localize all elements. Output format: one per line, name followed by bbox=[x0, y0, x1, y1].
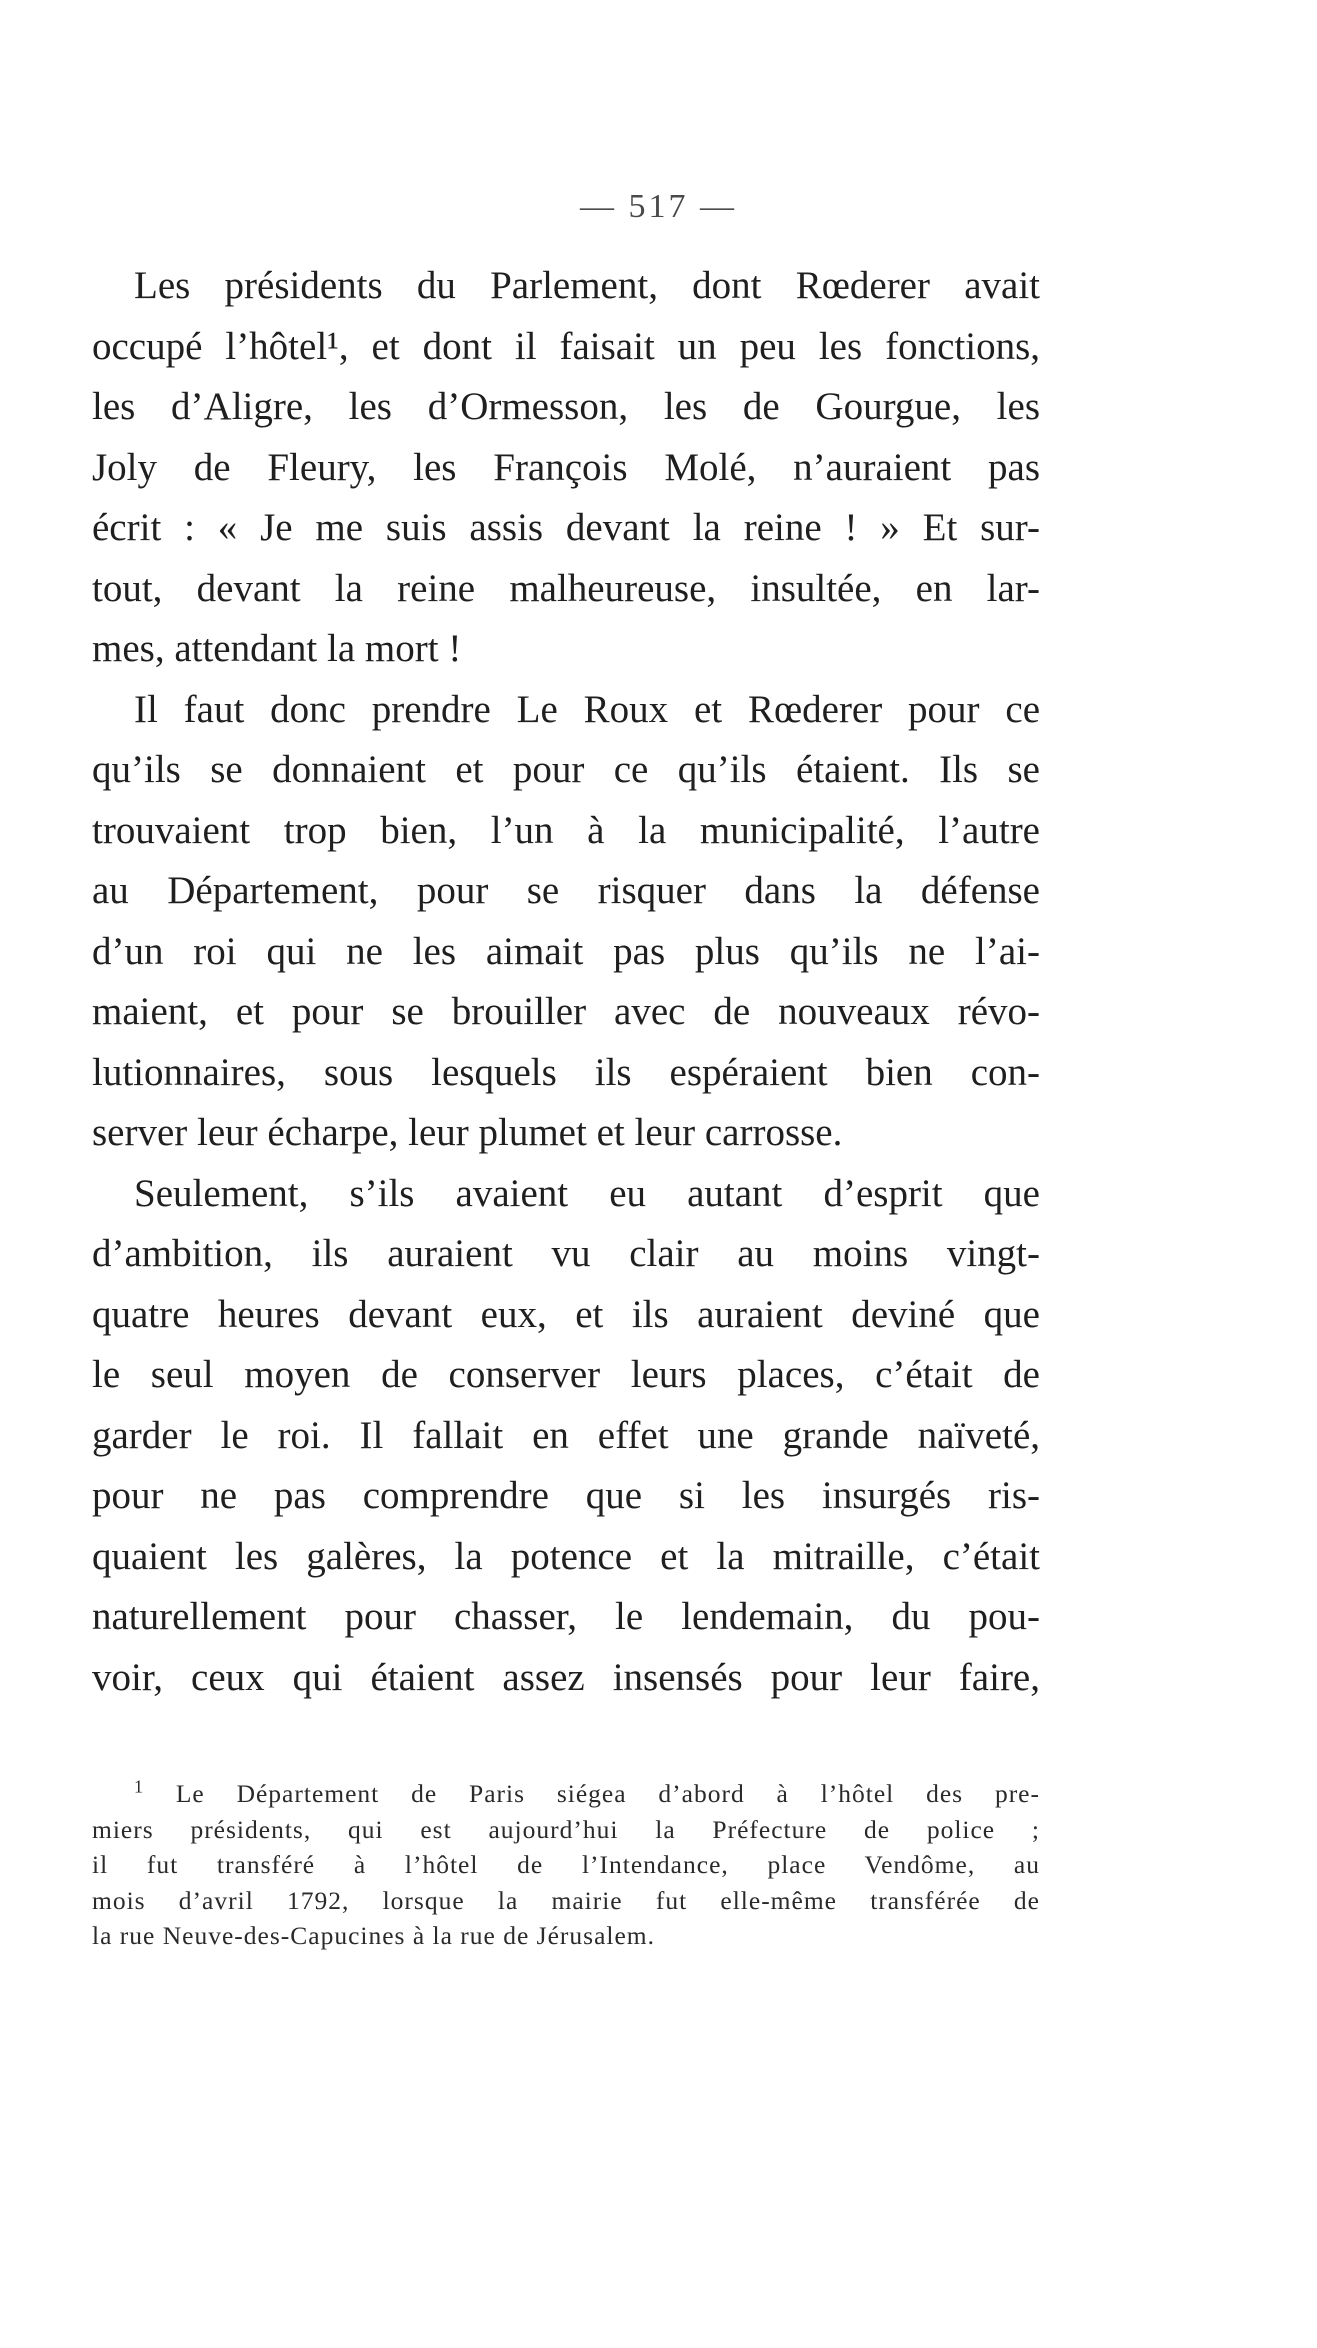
text-line: d’un roi qui ne les aimait pas plus qu’ils ne l’ai- bbox=[92, 929, 1040, 973]
page-number: — 517 — bbox=[580, 188, 737, 225]
text-line: lutionnaires, sous lesquels ils espéraient bien con- bbox=[92, 1050, 1040, 1094]
text-line: qu’ils se donnaient et pour ce qu’ils étaient. Ils se bbox=[92, 748, 1040, 791]
footnote-text: Le Département de Paris siégea d’abord à l’hôtel des pre- bbox=[175, 1779, 1040, 1808]
text-line: garder le roi. Il fallait en effet une grande naïveté, bbox=[92, 1413, 1040, 1457]
text-line: écrit : « Je me suis assis devant la reine ! » Et sur- bbox=[92, 506, 1040, 549]
footnote-line: miers présidents, qui est aujourd’hui la Préfecture de police ; bbox=[92, 1814, 1040, 1844]
paragraph bbox=[92, 256, 1040, 680]
text-line: server leur écharpe, leur plumet et leur carrosse. bbox=[92, 1111, 843, 1154]
text-line: voir, ceux qui étaient assez insensés pour leur faire, bbox=[92, 1655, 1040, 1699]
text-line: trouvaient trop bien, l’un à la municipalité, l’autre bbox=[92, 808, 1040, 852]
text-line: tout, devant la reine malheureuse, insultée, en lar- bbox=[92, 566, 1040, 610]
paragraph bbox=[92, 1164, 1040, 1709]
text-line: occupé l’hôtel¹, et dont il faisait un peu les fonctions, bbox=[92, 324, 1040, 368]
text-line: quatre heures devant eux, et ils auraient deviné que bbox=[92, 1292, 1040, 1336]
footnote bbox=[92, 1776, 1040, 1954]
footnote-line bbox=[92, 1776, 1040, 1812]
text-line: Les présidents du Parlement, dont Rœderer avait bbox=[134, 264, 1040, 307]
footnote-line: la rue Neuve-des-Capucines à la rue de Jérusalem. bbox=[92, 1921, 656, 1950]
footnote-line: il fut transféré à l’hôtel de l’Intendance, place Vendôme, au bbox=[92, 1850, 1040, 1879]
text-line: Il faut donc prendre Le Roux et Rœderer pour ce bbox=[134, 687, 1040, 731]
body-text bbox=[92, 256, 1040, 1708]
text-line: pour ne pas comprendre que si les insurgés ris- bbox=[92, 1474, 1040, 1517]
text-line: quaient les galères, la potence et la mitraille, c’était bbox=[92, 1534, 1040, 1578]
text-line: d’ambition, ils auraient vu clair au moins vingt- bbox=[92, 1232, 1040, 1275]
text-line: naturellement pour chasser, le lendemain, du pou- bbox=[92, 1595, 1040, 1638]
text-line: Seulement, s’ils avaient eu autant d’esprit que bbox=[134, 1171, 1040, 1215]
text-line: au Département, pour se risquer dans la défense bbox=[92, 869, 1040, 912]
text-line: les d’Aligre, les d’Ormesson, les de Gourgue, les bbox=[92, 385, 1040, 428]
text-line: mes, attendant la mort ! bbox=[92, 627, 462, 670]
paragraph bbox=[92, 680, 1040, 1164]
footnote-line: mois d’avril 1792, lorsque la mairie fut elle-même transférée de bbox=[92, 1885, 1040, 1915]
text-line: le seul moyen de conserver leurs places, c’était de bbox=[92, 1353, 1040, 1396]
text-line: Joly de Fleury, les François Molé, n’auraient pas bbox=[92, 445, 1040, 489]
text-line: maient, et pour se brouiller avec de nouveaux révo- bbox=[92, 990, 1040, 1033]
footnote-marker: 1 bbox=[134, 1776, 144, 1797]
